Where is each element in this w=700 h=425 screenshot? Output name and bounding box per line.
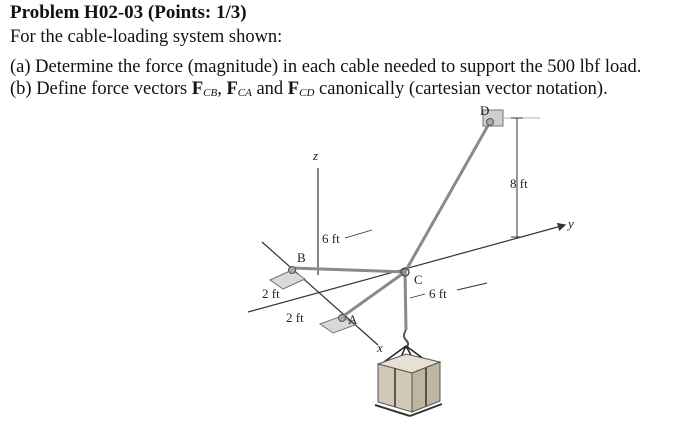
problem-intro: For the cable-loading system shown: [10,27,283,47]
label-x-axis: x [377,340,383,355]
cable-load [405,272,406,330]
part-b-sep1: , [217,79,227,99]
cable-ca [342,272,405,317]
part-b-sep2: and [251,79,288,99]
cable-cb [292,268,405,272]
dim-a-offset: 2 ft [286,310,304,325]
vector-fca: FCA [226,79,252,99]
label-z-axis: z [313,148,319,163]
label-a: A [348,312,358,327]
part-b-prefix: (b) Define force vectors [10,79,192,99]
vector-fcd: FCD [287,79,315,99]
dim-b-offset: 2 ft [262,286,280,301]
load-crate [375,354,442,416]
dim-height: 8 ft [510,176,528,191]
part-a-text: (a) Determine the force (magnitude) in each cable needed to support the 500 lbf load. [10,57,642,77]
label-y-axis: y [568,216,574,231]
dim-cy: 6 ft [429,286,447,301]
problem-title: Problem H02-03 (Points: 1/3) [10,2,247,23]
label-c: C [414,272,423,287]
label-d: D [480,103,490,118]
label-b: B [297,250,306,265]
vector-fcb: FCB [191,79,218,99]
part-b-suffix: canonically (cartesian vector notation). [314,79,608,99]
dim-cb: 6 ft [322,231,340,246]
